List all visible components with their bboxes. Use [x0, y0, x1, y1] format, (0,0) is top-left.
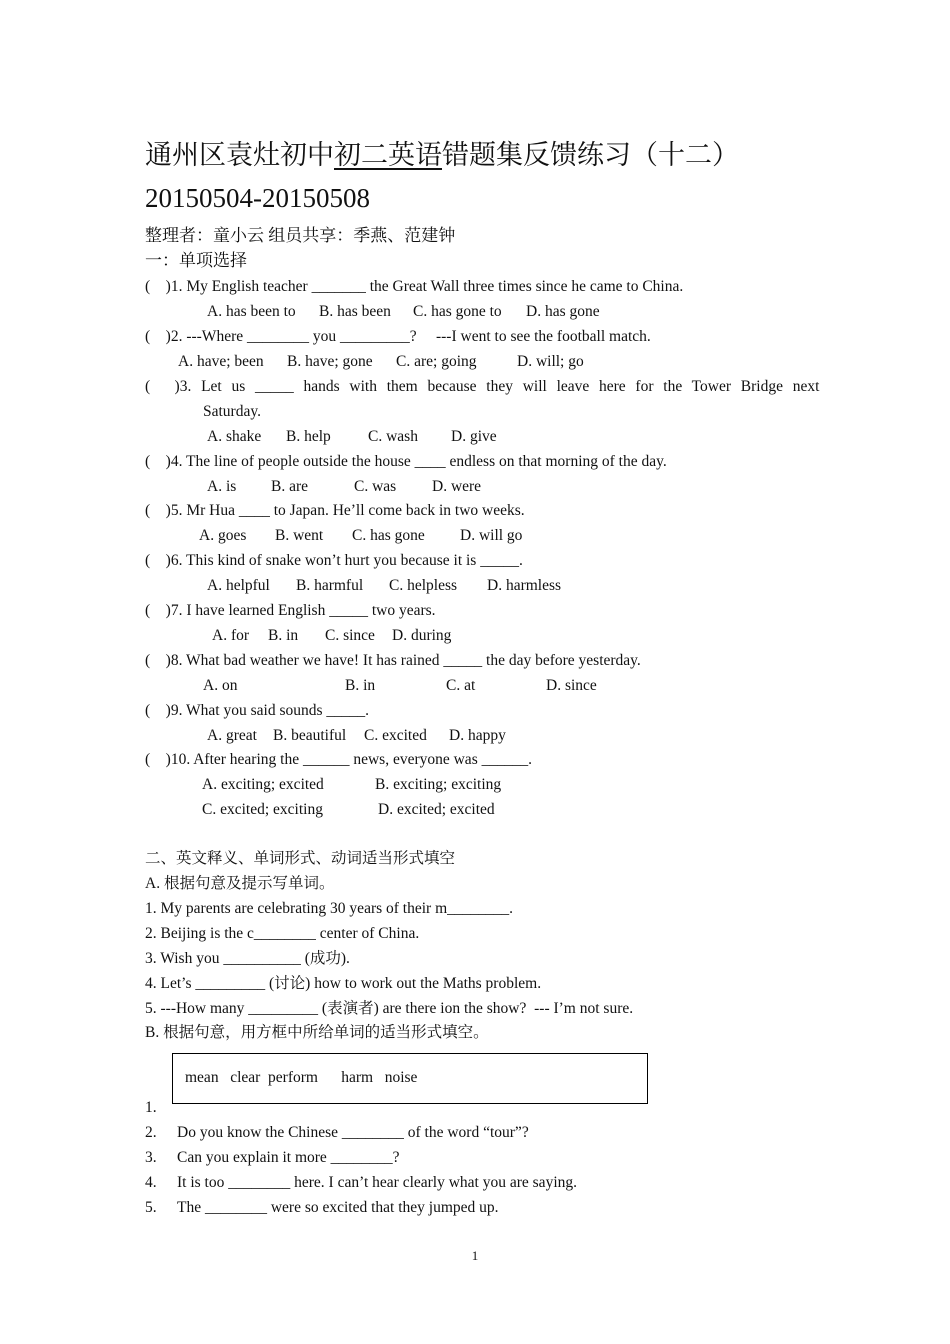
q7-option-b: B. in: [268, 627, 299, 644]
date-range: 20150504-20150508: [145, 183, 370, 213]
q6-option-a: A. helpful: [207, 577, 270, 594]
q9-option-d: D. happy: [449, 727, 506, 744]
q3-option-a: A. shake: [207, 428, 262, 445]
question-5-stem: ( )5. Mr Hua ____ to Japan. He’ll come back in two weeks.: [145, 502, 525, 519]
question-10-stem: ( )10. After hearing the ______ news, everyone was ______.: [145, 751, 532, 768]
q6-option-d: D. harmless: [487, 577, 562, 594]
question-9-stem: ( )9. What you said sounds _____.: [145, 702, 370, 719]
section2-heading: 二、英文释义、单词形式、动词适当形式填空: [145, 850, 456, 867]
part-a-item-5: 5. ---How many _________ (表演者) are there ion the show? --- I’m not sure.: [145, 1000, 634, 1017]
q10-option-c: C. excited; exciting: [202, 801, 323, 818]
title-part-1: 通州区袁灶初中: [145, 140, 334, 170]
part-b-item-1-number: 1.: [145, 1099, 157, 1116]
q2-option-c: C. are; going: [396, 353, 477, 370]
title-part-2: 错题集反馈练习（十二）: [442, 140, 739, 170]
q6-option-c: C. helpless: [389, 577, 458, 594]
part-a-item-1: 1. My parents are celebrating 30 years of their m________.: [145, 900, 514, 917]
q7-option-c: C. since: [325, 627, 375, 644]
q5-option-c: C. has gone: [352, 527, 425, 544]
part-a-item-2: 2. Beijing is the c________ center of China.: [145, 925, 420, 942]
q1-option-c: C. has gone to: [413, 303, 502, 320]
authors-line: 整理者：童小云 组员共享：季燕、范建钟: [145, 226, 456, 245]
document-title: [145, 133, 739, 172]
q6-option-b: B. harmful: [296, 577, 364, 594]
title-grade-subject: 初二英语: [334, 140, 442, 170]
question-8-stem: ( )8. What bad weather we have! It has rained _____ the day before yesterday.: [145, 652, 641, 669]
part-b-item-4: It is too ________ here. I can’t hear clearly what you are saying.: [177, 1174, 577, 1191]
q9-option-b: B. beautiful: [273, 727, 347, 744]
q4-option-b: B. are: [271, 478, 309, 495]
part-b-item-3: Can you explain it more ________?: [177, 1149, 400, 1166]
question-7-stem: ( )7. I have learned English _____ two years.: [145, 602, 436, 619]
part-a-heading: A. 根据句意及提示写单词。: [145, 875, 335, 892]
q2-option-d: D. will; go: [517, 353, 584, 370]
q10-option-a: A. exciting; excited: [202, 776, 324, 793]
part-b-heading: B. 根据句意，用方框中所给单词的适当形式填空。: [145, 1024, 489, 1041]
question-2-stem: ( )2. ---Where ________ you _________? ---I went to see the football match.: [145, 328, 651, 345]
q10-option-b: B. exciting; exciting: [375, 776, 502, 793]
section1-heading: 一：单项选择: [145, 251, 247, 270]
q1-option-d: D. has gone: [526, 303, 600, 320]
q3-option-b: B. help: [286, 428, 331, 445]
question-6-stem: ( )6. This kind of snake won’t hurt you because it is _____.: [145, 552, 523, 569]
q10-option-d: D. excited; excited: [378, 801, 495, 818]
q7-option-d: D. during: [392, 627, 452, 644]
part-b-item-5: The ________ were so excited that they jumped up.: [177, 1199, 499, 1216]
q4-option-d: D. were: [432, 478, 482, 495]
q1-option-a: A. has been to: [207, 303, 296, 320]
part-a-item-3: 3. Wish you __________ (成功).: [145, 950, 350, 967]
q8-option-b: B. in: [345, 677, 376, 694]
q8-option-c: C. at: [446, 677, 476, 694]
question-3-stem-continued: Saturday.: [203, 403, 261, 420]
q4-option-c: C. was: [354, 478, 397, 495]
q2-option-a: A. have; been: [178, 353, 264, 370]
part-b-item-1: I hope you’ll have a ________ holiday here.: [177, 1099, 452, 1116]
q9-option-c: C. excited: [364, 727, 427, 744]
q2-option-b: B. have; gone: [287, 353, 373, 370]
question-1-stem: ( )1. My English teacher _______ the Great Wall three times since he came to China.: [145, 278, 684, 295]
q5-option-b: B. went: [275, 527, 324, 544]
part-b-item-4-number: 4.: [145, 1174, 157, 1191]
q7-option-a: A. for: [212, 627, 250, 644]
q8-option-a: A. on: [203, 677, 238, 694]
word-box: [172, 1053, 648, 1104]
word-box-words: mean clear perform harm noise: [185, 1069, 418, 1086]
q1-option-b: B. has been: [319, 303, 391, 320]
q4-option-a: A. is: [207, 478, 237, 495]
page-number: 1: [471, 1248, 479, 1263]
part-b-item-2-number: 2.: [145, 1124, 157, 1141]
q9-option-a: A. great: [207, 727, 257, 744]
part-b-item-5-number: 5.: [145, 1199, 157, 1216]
part-a-item-4: 4. Let’s _________ (讨论) how to work out the Maths problem.: [145, 975, 542, 992]
q8-option-d: D. since: [546, 677, 597, 694]
part-b-item-3-number: 3.: [145, 1149, 157, 1166]
q5-option-d: D. will go: [460, 527, 523, 544]
q3-option-c: C. wash: [368, 428, 418, 445]
q5-option-a: A. goes: [199, 527, 247, 544]
question-3-stem: ( )3. Let us _____ hands with them because they will leave here for the Tower Bridge next: [145, 378, 820, 395]
question-4-stem: ( )4. The line of people outside the house ____ endless on that morning of the day.: [145, 453, 667, 470]
part-b-item-2: Do you know the Chinese ________ of the word “tour”?: [177, 1124, 529, 1141]
q3-option-d: D. give: [451, 428, 497, 445]
